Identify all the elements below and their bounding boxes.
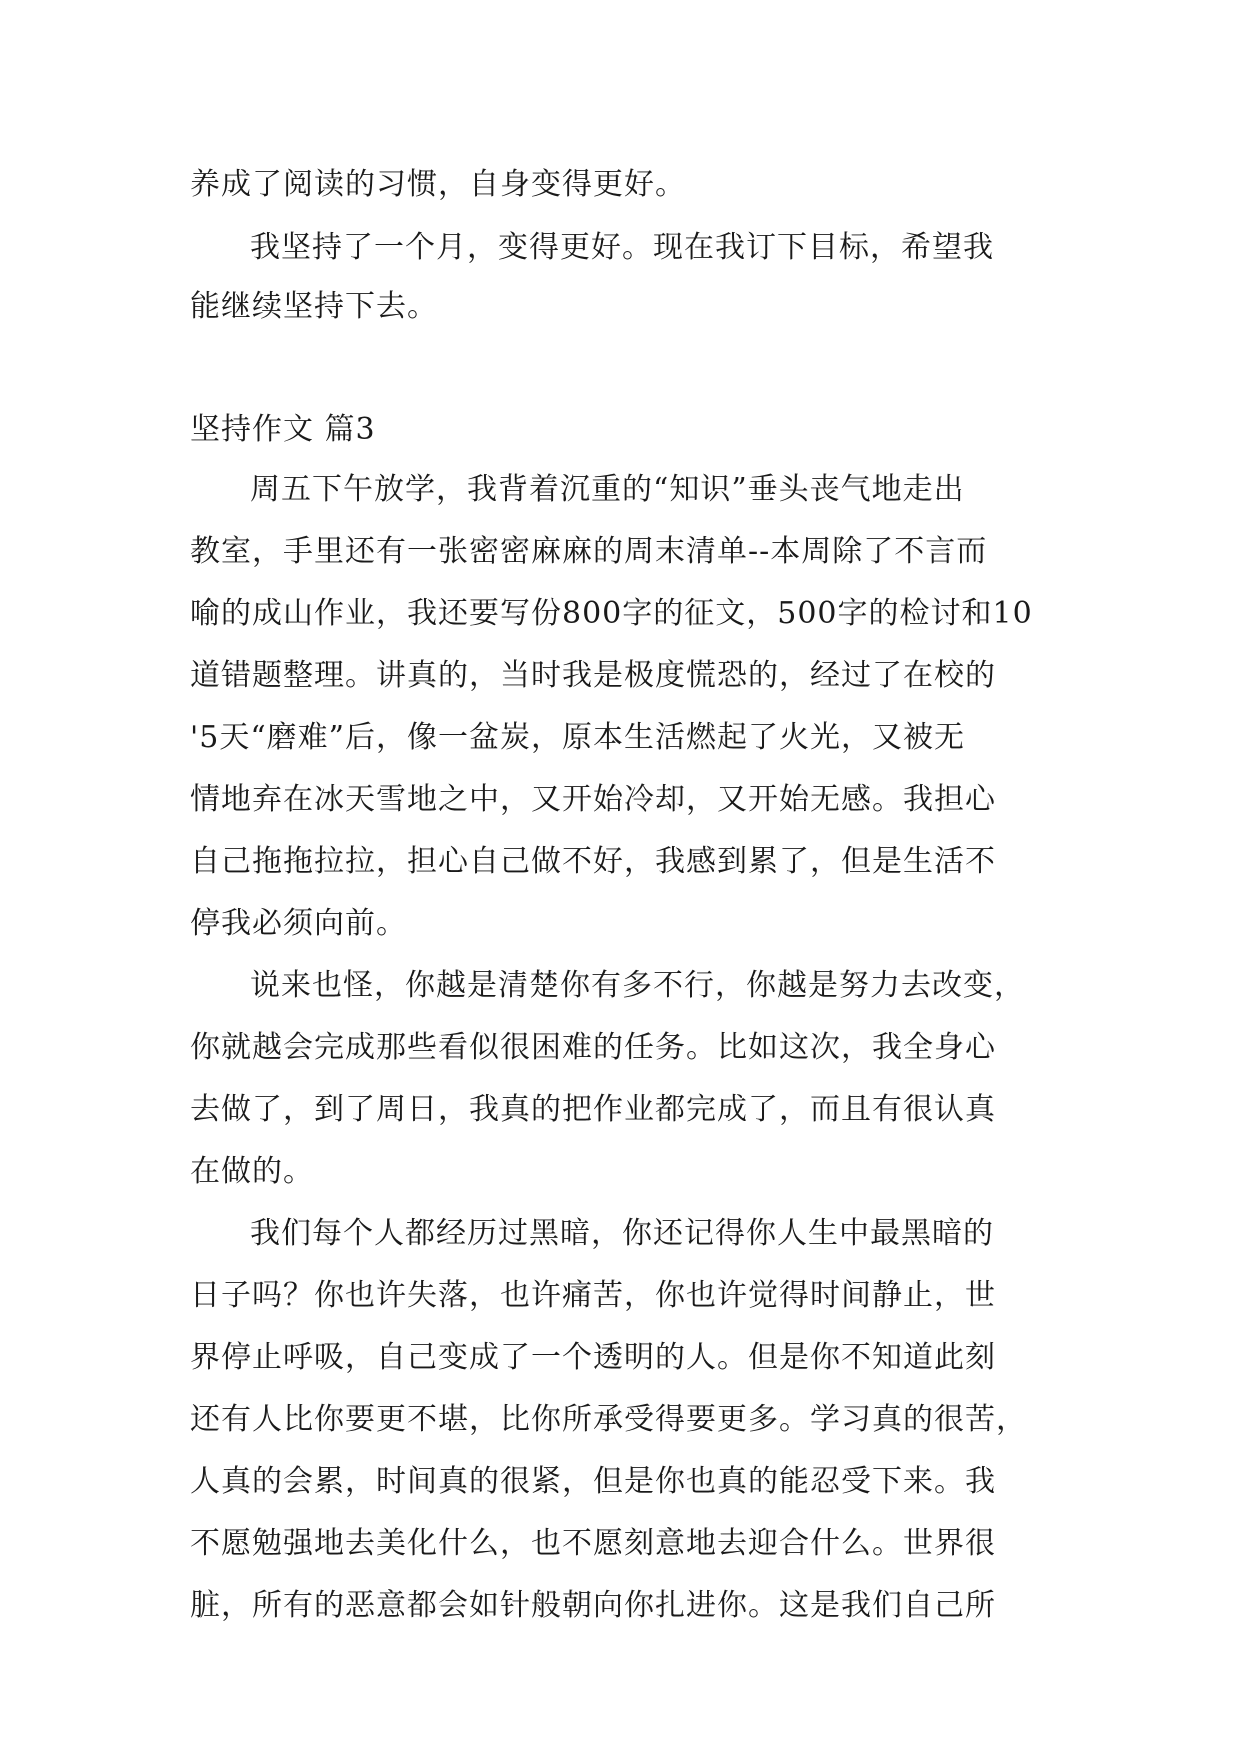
paragraph-first-line: 我坚持了一个月，变得更好。现在我订下目标，希望我: [250, 230, 994, 265]
body-text-line: 去做了，到了周日，我真的把作业都完成了，而且有很认真: [190, 1092, 996, 1127]
body-text-line: 养成了阅读的习惯，自身变得更好。: [190, 167, 686, 202]
body-text-line: 喻的成山作业，我还要写份800字的征文，500字的检讨和10: [190, 596, 1033, 631]
body-text-line: 不愿勉强地去美化什么，也不愿刻意地去迎合什么。世界很: [190, 1526, 996, 1561]
body-text-line: 停我必须向前。: [190, 906, 407, 941]
body-text-line: 界停止呼吸，自己变成了一个透明的人。但是你不知道此刻: [190, 1340, 996, 1375]
body-text-line: 还有人比你要更不堪，比你所承受得要更多。学习真的很苦，: [190, 1402, 1027, 1437]
body-text-line: 你就越会完成那些看似很困难的任务。比如这次，我全身心: [190, 1030, 996, 1065]
paragraph-first-line: 周五下午放学，我背着沉重的“知识”垂头丧气地走出: [250, 472, 965, 507]
body-text-line: 在做的。: [190, 1154, 314, 1189]
body-text-line: 教室，手里还有一张密密麻麻的周末清单--本周除了不言而: [190, 534, 988, 569]
body-text-line: 脏，所有的恶意都会如针般朝向你扎进你。这是我们自己所: [190, 1588, 996, 1623]
paragraph-first-line: 说来也怪，你越是清楚你有多不行，你越是努力去改变，: [250, 968, 1025, 1003]
body-text-line: 日子吗？你也许失落，也许痛苦，你也许觉得时间静止，世: [190, 1278, 996, 1313]
body-text-line: 情地弃在冰天雪地之中，又开始冷却，又开始无感。我担心: [190, 782, 996, 817]
paragraph-first-line: 我们每个人都经历过黑暗，你还记得你人生中最黑暗的: [250, 1216, 994, 1251]
body-text-line: 道错题整理。讲真的，当时我是极度慌恐的，经过了在校的: [190, 658, 996, 693]
body-text-line: 人真的会累，时间真的很紧，但是你也真的能忍受下来。我: [190, 1464, 996, 1499]
body-text-line: 自己拖拖拉拉，担心自己做不好，我感到累了，但是生活不: [190, 844, 996, 879]
body-text-line: 能继续坚持下去。: [190, 289, 438, 324]
section-heading: 坚持作文 篇3: [190, 412, 376, 447]
body-text-line: '5天“磨难”后，像一盆炭，原本生活燃起了火光，又被无: [190, 720, 966, 755]
